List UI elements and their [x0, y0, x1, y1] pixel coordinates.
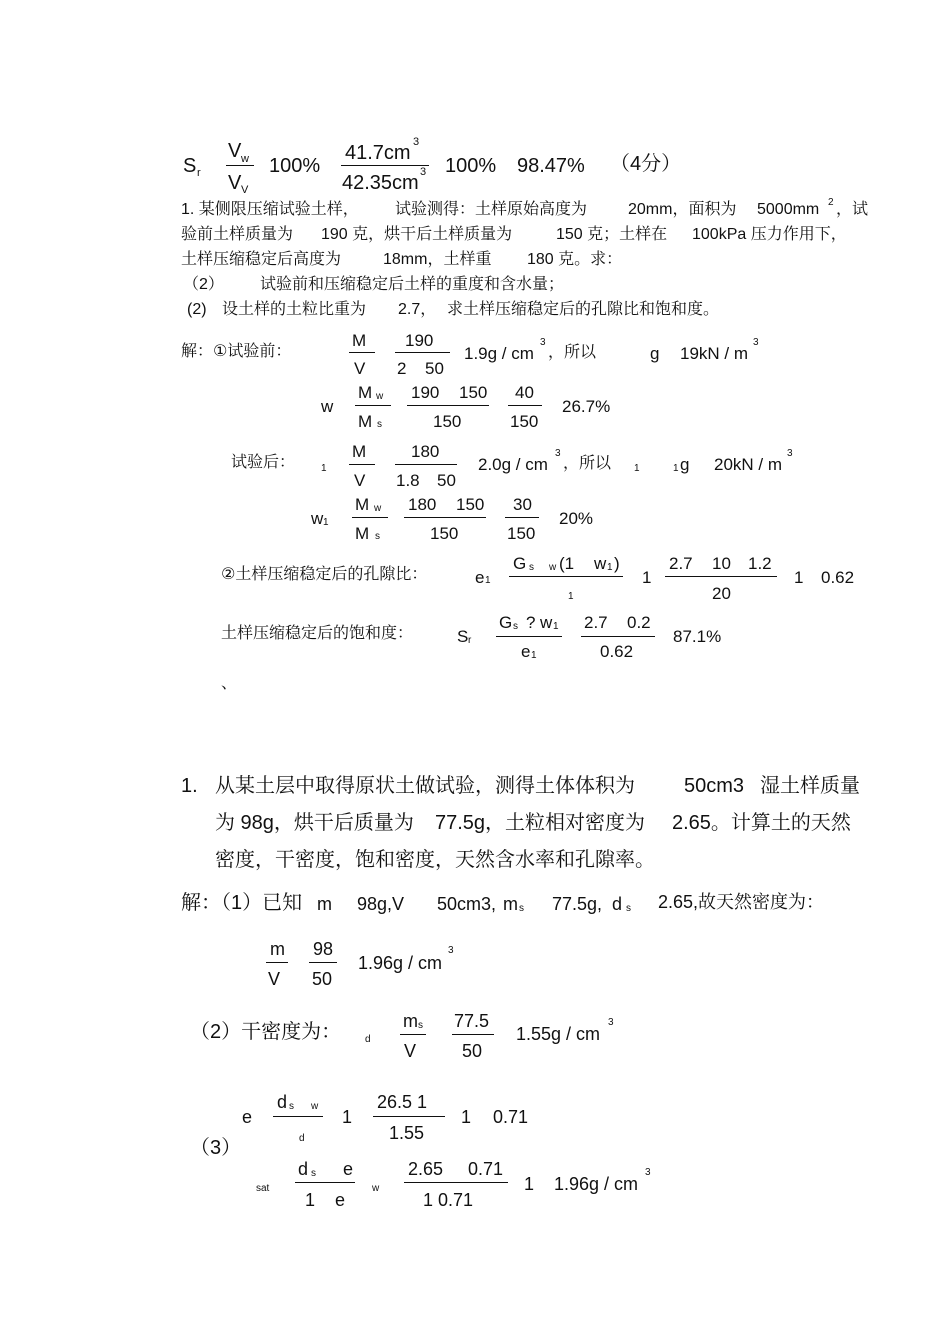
minus-1b: 1 — [794, 568, 804, 587]
gs-symbol: G — [513, 554, 527, 573]
w1-in-frac-sub: 1 — [607, 562, 613, 573]
num-150a: 150 — [459, 383, 488, 402]
sat-den-0-62: 0.62 — [600, 642, 634, 661]
p1-line3b: 18mm，土样重 — [383, 251, 492, 268]
rho-d-sub: d — [365, 1034, 371, 1045]
den-150c: 150 — [430, 524, 459, 543]
suoyi-1: ，所以 — [548, 344, 597, 361]
num-40: 40 — [515, 383, 534, 402]
p1-line3a: 土样压缩稳定后高度为 — [181, 251, 342, 268]
volume-symbol: V — [354, 359, 366, 378]
fraction-bar — [373, 1116, 445, 1117]
void-den-20: 20 — [712, 584, 731, 603]
fraction-bar — [273, 1116, 323, 1117]
e-ds: d — [277, 1092, 288, 1112]
rho-sup: 3 — [540, 337, 546, 348]
num-150b: 150 — [456, 495, 485, 514]
e-rho-d-sub: d — [299, 1133, 305, 1144]
fraction-bar — [349, 464, 375, 465]
after-lead: 试验后： — [231, 454, 296, 471]
sat-q: ? — [526, 613, 536, 632]
rho-result: 1.9g / cm — [464, 344, 534, 363]
rho-w-sub: w — [549, 562, 557, 573]
denominator: 42.35cm — [342, 172, 419, 194]
p1-line1c: 20mm，面积为 — [628, 201, 737, 218]
ds-symbol: d — [612, 894, 623, 914]
rho-V: V — [268, 969, 281, 989]
w1-in-frac: w — [594, 554, 607, 573]
mw-symbol-2: M — [355, 495, 370, 514]
fraction-bar — [309, 962, 337, 963]
sat-num-2-65: 2.65 — [408, 1159, 444, 1179]
dry-50: 50 — [462, 1041, 483, 1061]
sat-num-0-2: 0.2 — [627, 613, 651, 632]
p2-line1c: 湿土样质量 — [760, 775, 860, 797]
num-180b: 180 — [408, 495, 437, 514]
p1-line2a: 验前土样质量为 — [181, 226, 294, 243]
e-num: 26.5 1 — [377, 1092, 428, 1112]
sat-e-num: e — [343, 1159, 354, 1179]
p1-line2c: 150 克；土样在 — [556, 226, 668, 243]
p1-q2-num: (2) — [187, 301, 207, 318]
p1-q2-text: 设土样的土粒比重为 — [222, 301, 367, 318]
rho-sat-sub: sat — [256, 1183, 270, 1194]
p2-number: 1. — [181, 775, 198, 797]
den-150d: 150 — [507, 524, 536, 543]
sat-w1-sub: 1 — [553, 621, 559, 632]
m-value: 98g,V — [357, 894, 405, 914]
vv-sub: V — [241, 184, 249, 196]
p1-line1d: 5000mm — [757, 201, 820, 218]
fraction-bar — [400, 1034, 426, 1035]
score: （4分） — [610, 153, 682, 175]
dry-V: V — [404, 1041, 417, 1061]
mass-symbol-2: M — [352, 442, 367, 461]
fraction-bar — [581, 636, 655, 637]
dry-77-5: 77.5 — [454, 1011, 490, 1031]
ms-symbol: m — [503, 894, 518, 914]
sat-minus-1: 1 — [524, 1174, 535, 1194]
void-ratio-lead: ②土样压缩稳定后的孔隙比： — [221, 566, 428, 583]
p1-q2-gs: 2.7， — [398, 301, 437, 318]
void-num-1-2: 1.2 — [748, 554, 772, 573]
sol2-step3: （3） — [190, 1137, 242, 1159]
p2-line2b: 77.5g，土粒相对密度为 — [435, 812, 646, 834]
p1-line2b: 190 克，烘干后土样质量为 — [321, 226, 513, 243]
p2-line2a: 为 98g，烘干后质量为 — [215, 812, 414, 834]
rho1-result: 2.0g / cm — [478, 455, 548, 474]
tick-mark: 、 — [221, 675, 238, 692]
g-symbol: g — [650, 344, 660, 363]
num-30: 30 — [513, 495, 532, 514]
fraction-bar — [665, 576, 777, 577]
p1-line1b: 试验测得：土样原始高度为 — [395, 201, 588, 218]
sat-result: 87.1% — [673, 627, 722, 646]
fraction-bar — [395, 352, 450, 353]
sol2-lead: 解：（1）已知 — [181, 892, 303, 914]
fraction-bar — [404, 1182, 508, 1183]
fraction-bar — [496, 636, 562, 637]
p2-line3: 密度，干密度，饱和密度，天然含水率和孔隙率。 — [215, 849, 655, 871]
gamma1-result: 20kN / m — [714, 455, 783, 474]
gamma-sup: 3 — [753, 337, 759, 348]
sol1-lead: 解：①试验前： — [181, 343, 292, 360]
p1-q1-num: （2） — [183, 276, 224, 293]
fraction-bar — [341, 165, 429, 166]
mw-sub-2: w — [374, 503, 382, 514]
e-den: 1.55 — [389, 1123, 425, 1143]
sr-symbol: S — [183, 155, 197, 177]
fraction-bar — [355, 405, 391, 406]
sat-den: 1 0.71 — [423, 1190, 474, 1210]
rho1-sub: 1 — [321, 463, 327, 474]
sat-ds: d — [298, 1159, 309, 1179]
sat-rho-w-sub: w — [372, 1183, 380, 1194]
gs-sub: s — [529, 562, 534, 573]
den-2: 2 — [397, 359, 407, 378]
w1-result: 20% — [559, 509, 594, 528]
mass-symbol: M — [352, 331, 367, 350]
sat-result-sup: 3 — [645, 1167, 651, 1178]
e1-sub: 1 — [485, 575, 491, 586]
gamma1-sup: 3 — [787, 448, 793, 459]
vv-symbol: V — [228, 172, 242, 194]
sat-e1-sub: 1 — [531, 650, 537, 661]
fraction-bar — [508, 405, 542, 406]
result: 98.47% — [517, 155, 585, 177]
rho-result: 1.96g / cm — [358, 953, 443, 973]
p1-line1d-sup: 2 — [828, 197, 834, 208]
dry-result: 1.55g / cm — [516, 1024, 601, 1044]
rho1-sup: 3 — [555, 448, 561, 459]
fraction-bar — [509, 576, 623, 577]
void-result: 0.62 — [821, 568, 855, 587]
p2-line1b: 50cm3 — [684, 775, 745, 797]
e-result: 0.71 — [493, 1107, 529, 1127]
g-symbol-2: g — [680, 455, 690, 474]
vw-sub: w — [241, 153, 249, 165]
fraction-bar — [505, 517, 539, 518]
gamma1-sub: 1 — [634, 463, 640, 474]
rho1-den-sub: 1 — [568, 591, 574, 602]
sat-gs: G — [499, 613, 513, 632]
void-num-10: 10 — [712, 554, 731, 573]
fraction-bar — [395, 464, 457, 465]
paren-close: ) — [614, 554, 620, 573]
m-symbol: m — [317, 894, 332, 914]
ms-symbol: M — [358, 412, 373, 431]
percent-100a: 100% — [269, 155, 321, 177]
w1-symbol: w — [311, 509, 324, 528]
sat-den-e: e — [335, 1190, 346, 1210]
num-180: 180 — [411, 442, 440, 461]
void-num-2-7: 2.7 — [669, 554, 693, 573]
sat-den-1: 1 — [305, 1190, 316, 1210]
ds-value: 2.65,故天然密度为： — [658, 892, 825, 912]
den-150a: 150 — [433, 412, 462, 431]
dry-ms: m — [403, 1011, 418, 1031]
minus-1: 1 — [642, 568, 652, 587]
saturation-lead: 土样压缩稳定后的饱和度： — [221, 625, 414, 642]
ms-sub: s — [377, 419, 382, 430]
sat-ds-sub: s — [311, 1168, 316, 1179]
dry-lead: （2）干密度为： — [190, 1021, 342, 1043]
vw-symbol: V — [228, 140, 242, 162]
e-minus-1: 1 — [342, 1107, 353, 1127]
numerator: 41.7cm — [345, 142, 411, 164]
ms-symbol-2: M — [355, 524, 370, 543]
p1-q2-text2: 求土样压缩稳定后的孔隙比和饱和度。 — [447, 301, 720, 318]
ms-sub: s — [519, 903, 524, 914]
fraction-bar — [352, 517, 388, 518]
fraction-bar — [407, 405, 489, 406]
p1-line3c: 180 克。求： — [527, 251, 623, 268]
rho-50: 50 — [312, 969, 333, 989]
fraction-bar — [452, 1034, 494, 1035]
p2-line2c: 2.65。计算土的天然 — [672, 812, 851, 834]
volume-symbol-2: V — [354, 471, 366, 490]
sat-e1: e — [521, 642, 531, 661]
p1-line1e: ，试 — [836, 201, 869, 218]
sat-num-2-7: 2.7 — [584, 613, 608, 632]
w-result: 26.7% — [562, 397, 611, 416]
sat-w1: w — [540, 613, 553, 632]
v-value: 50cm3, — [437, 894, 497, 914]
ds-sub: s — [626, 903, 631, 914]
p1-q1-text: 试验前和压缩稳定后土样的重度和含水量； — [260, 276, 565, 293]
den-50b: 50 — [437, 471, 456, 490]
fraction-bar — [349, 352, 375, 353]
w1-sub: 1 — [323, 517, 329, 528]
p1-line2d: 100kPa 压力作用下， — [692, 226, 847, 243]
sat-num-0-71: 0.71 — [468, 1159, 504, 1179]
sr-symbol-2: S — [457, 627, 469, 646]
fraction-bar — [295, 1182, 355, 1183]
sat-gs-sub: s — [513, 621, 518, 632]
gamma-result: 19kN / m — [680, 344, 749, 363]
mw-symbol: M — [358, 383, 373, 402]
dry-result-sup: 3 — [608, 1017, 614, 1028]
den-1-8: 1.8 — [396, 471, 420, 490]
mw-sub: w — [376, 391, 384, 402]
num-190: 190 — [405, 331, 434, 350]
den-50: 50 — [425, 359, 444, 378]
rho-98: 98 — [313, 939, 334, 959]
numerator-sup: 3 — [413, 136, 420, 148]
sr-sub: r — [197, 167, 201, 179]
rho1-sub-b: 1 — [673, 463, 679, 474]
num-190b: 190 — [411, 383, 440, 402]
p1-line1a: 1. 某侧限压缩试验土样， — [181, 201, 359, 218]
rho-result-sup: 3 — [448, 945, 454, 956]
fraction-bar — [266, 962, 288, 963]
sr-sub-2: r — [468, 635, 472, 646]
ms-value: 77.5g, — [552, 894, 603, 914]
w-symbol: w — [321, 397, 334, 416]
rho-m: m — [270, 939, 285, 959]
den-150b: 150 — [510, 412, 539, 431]
e1-symbol: e — [475, 568, 485, 587]
paren-open: (1 — [559, 554, 575, 573]
percent-100b: 100% — [445, 155, 497, 177]
e-rho-w-sub: w — [311, 1101, 319, 1112]
ms-sub-2: s — [375, 531, 380, 542]
e-minus-1b: 1 — [461, 1107, 472, 1127]
e-symbol: e — [242, 1107, 253, 1127]
dry-ms-sub: s — [418, 1020, 423, 1031]
e-ds-sub: s — [289, 1101, 294, 1112]
suoyi-2: ，所以 — [563, 455, 612, 472]
denominator-sup: 3 — [420, 166, 427, 178]
p2-line1a: 从某土层中取得原状土做试验，测得土体体积为 — [215, 775, 635, 797]
sat-result: 1.96g / cm — [554, 1174, 639, 1194]
fraction-bar — [404, 517, 486, 518]
fraction-bar — [226, 165, 254, 166]
